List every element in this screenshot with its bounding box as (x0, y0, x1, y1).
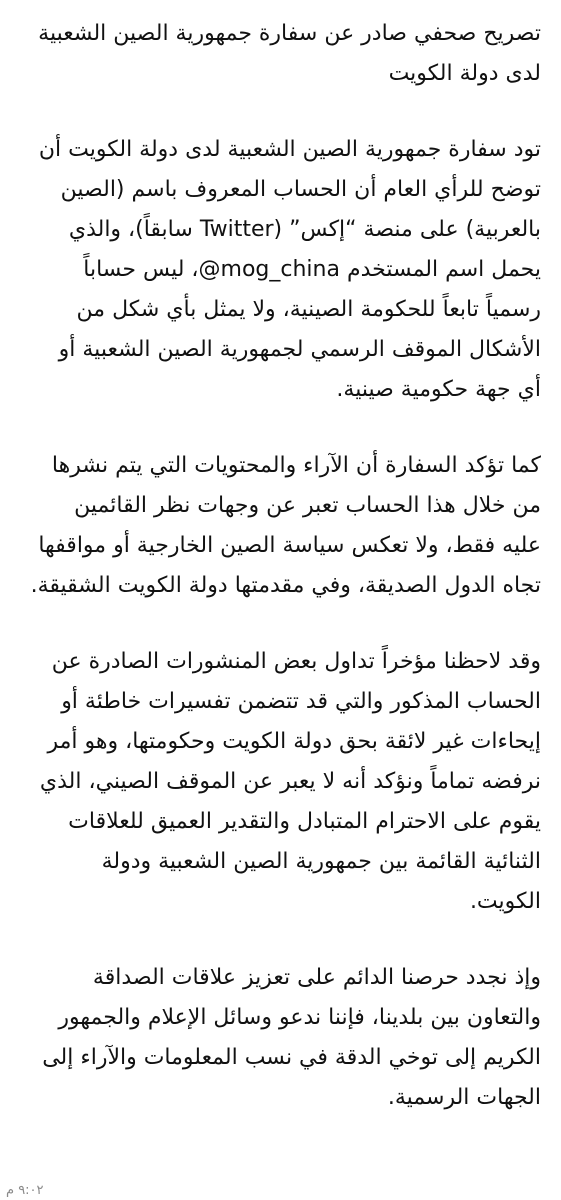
message-paragraph: كما تؤكد السفارة أن الآراء والمحتويات التي يتم نشرها من خلال هذا الحساب تعبر عن وجهات نظر القائمين عليه فقط، ولا تعكس سياسة الصين الخارجية أو مواقفها تجاه الدول الصديقة، وفي مقدمتها دولة الكويت الشقيقة. (30, 453, 541, 598)
message-paragraph: تود سفارة جمهورية الصين الشعبية لدى دولة الكويت أن توضح للرأي العام أن الحساب المعروف باسم (الصين بالعربية) على منصة “إكس” (Twitter سابقاً)، والذي يحمل اسم المستخدم mog_china@، ليس حساباً رسمياً تابعاً للحكومة الصينية، ولا يمثل بأي شكل من الأشكال الموقف الرسمي لجمهورية الصين الشعبية أو أي جهة حكومية صينية. (38, 137, 541, 402)
message-text (30, 14, 541, 1118)
message-timestamp: ٩:٠٢ م (6, 1183, 44, 1198)
message-paragraph: وإذ نجدد حرصنا الدائم على تعزيز علاقات الصداقة والتعاون بين بلدينا، فإننا ندعو وسائل الإعلام والجمهور الكريم إلى توخي الدقة في نسب المعلومات والآراء إلى الجهات الرسمية. (42, 965, 541, 1110)
message-paragraph: وقد لاحظنا مؤخراً تداول بعض المنشورات الصادرة عن الحساب المذكور والتي قد تتضمن تفسيرات خاطئة أو إيحاءات غير لائقة بحق دولة الكويت وحكومتها، وهو أمر نرفضه تماماً ونؤكد أنه لا يعبر عن الموقف الصيني، الذي يقوم على الاحترام المتبادل والتقدير العميق للعلاقات الثنائية القائمة بين جمهورية الصين الشعبية ودولة الكويت. (39, 649, 541, 914)
message-paragraph-title: تصريح صحفي صادر عن سفارة جمهورية الصين الشعبية لدى دولة الكويت (38, 21, 541, 86)
